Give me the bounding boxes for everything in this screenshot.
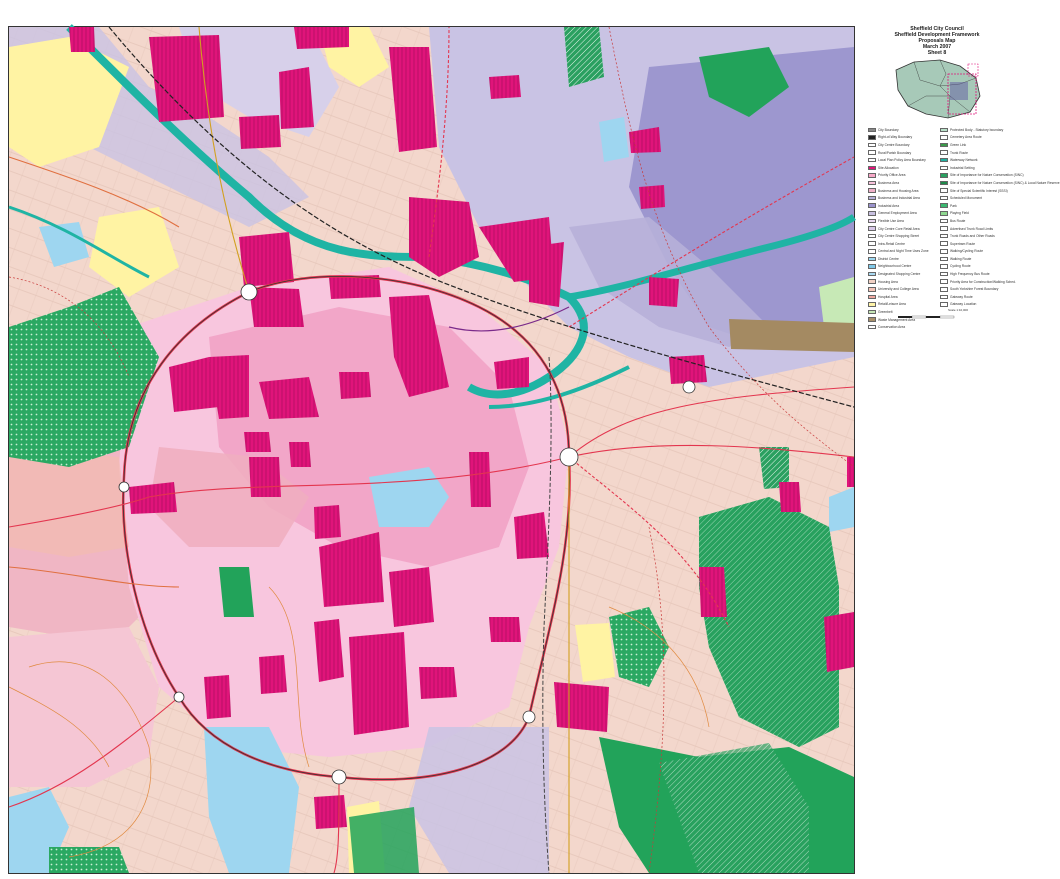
legend-swatch <box>940 166 948 171</box>
legend-swatch <box>940 241 948 246</box>
legend-swatch <box>868 143 876 148</box>
legend-item <box>868 210 938 218</box>
legend-item <box>940 164 1010 172</box>
legend-swatch <box>940 203 948 208</box>
legend-swatch <box>940 196 948 201</box>
legend-label: Gateway Route <box>950 294 973 299</box>
legend-swatch <box>940 226 948 231</box>
legend-label: Hospital Area <box>878 294 898 299</box>
legend-swatch <box>868 166 876 171</box>
legend-swatch <box>868 181 876 186</box>
legend-swatch <box>940 272 948 277</box>
legend-label: Site of Importance for Nature Conservation (SINC) <box>950 173 1024 178</box>
legend-swatch <box>868 272 876 277</box>
legend-swatch <box>868 173 876 178</box>
legend-item <box>868 293 938 301</box>
legend-swatch <box>940 234 948 239</box>
legend-label: City Centre Boundary <box>878 142 910 147</box>
legend-item <box>940 255 1010 263</box>
legend-label: Retail/Leisure Area <box>878 302 906 307</box>
legend-label: Greenbelt <box>878 310 893 315</box>
legend-swatch <box>868 203 876 208</box>
legend-swatch <box>868 211 876 216</box>
title-line-1: Sheffield City Council <box>910 26 964 32</box>
legend-label: General Employment Area <box>878 211 917 216</box>
legend-swatch <box>940 279 948 284</box>
legend-swatch <box>940 302 948 307</box>
legend-item <box>868 301 938 309</box>
legend-item <box>940 149 1010 157</box>
legend-item <box>940 263 1010 271</box>
legend-label: Walking/Cycling Route <box>950 249 984 254</box>
legend-label: City Centre Core Retail Area <box>878 226 920 231</box>
legend-item <box>868 149 938 157</box>
legend-swatch <box>940 264 948 269</box>
legend-item <box>868 232 938 240</box>
legend-label: Cemetery Area Route <box>950 135 982 140</box>
legend-swatch <box>940 158 948 163</box>
legend-swatch <box>868 135 876 140</box>
legend-swatch <box>868 196 876 201</box>
legend-swatch <box>868 264 876 269</box>
legend-column-right <box>940 126 1060 308</box>
legend-label: City Boundary <box>878 127 899 132</box>
legend-swatch <box>868 302 876 307</box>
legend-swatch <box>868 325 876 330</box>
legend-item <box>868 217 938 225</box>
legend-swatch <box>868 234 876 239</box>
legend-item <box>940 225 1010 233</box>
legend-item <box>868 156 938 164</box>
legend-item <box>940 156 1010 164</box>
legend-label: Central and Night Time Uses Zone <box>878 249 929 254</box>
legend-item <box>868 187 938 195</box>
legend-item <box>940 270 1010 278</box>
map-title-block <box>862 26 1012 56</box>
title-line-4: March 2007 <box>922 44 952 50</box>
legend-item <box>868 248 938 256</box>
legend-item <box>868 323 938 331</box>
legend-label: Advertised Trunk Road Limits <box>950 226 994 231</box>
title-line-5: Sheet 8 <box>927 50 947 56</box>
legend-swatch <box>940 143 948 148</box>
legend-label: Industrial Setting <box>950 165 975 170</box>
legend-item <box>868 172 938 180</box>
legend-item <box>868 270 938 278</box>
legend-swatch <box>940 188 948 193</box>
legend-label: Intra-Retail Centre <box>878 241 905 246</box>
legend-label: Industrial Area <box>878 203 900 208</box>
legend-label: Housing Area <box>878 279 898 284</box>
legend-swatch <box>868 257 876 262</box>
legend-label: City Centre Shopping Street <box>878 234 920 239</box>
legend-item <box>940 248 1010 256</box>
legend-item <box>940 141 1010 149</box>
title-line-2: Sheffield Development Framework <box>894 32 980 38</box>
legend-label: Business and Industrial Area <box>878 196 920 201</box>
map-canvas <box>9 27 854 873</box>
legend-label: Business Area <box>878 180 900 185</box>
legend-label: Trunk Route <box>950 150 969 155</box>
legend-item <box>940 240 1010 248</box>
legend-label: Site Allocation <box>878 165 899 170</box>
legend-item <box>868 202 938 210</box>
legend-label: Gateway Location <box>950 302 977 307</box>
title-line-3: Proposals Map <box>918 38 956 44</box>
legend-label: Flexible Use Area <box>878 218 904 223</box>
legend-label: High Frequency Bus Route <box>950 272 990 277</box>
legend-label: Playing Field <box>950 211 969 216</box>
legend-swatch <box>868 188 876 193</box>
legend-label: Green Link <box>950 142 967 147</box>
legend-item <box>940 293 1010 301</box>
legend-column-left <box>868 126 938 331</box>
legend-label: Rural/Parish Boundary <box>878 150 912 155</box>
legend-item <box>868 126 938 134</box>
legend-swatch <box>940 249 948 254</box>
legend-item <box>868 240 938 248</box>
legend-item <box>940 278 1016 286</box>
legend-swatch <box>940 150 948 155</box>
legend-swatch <box>868 241 876 246</box>
legend-item <box>940 187 1010 195</box>
legend-label: Designated Shopping Centre <box>878 272 921 277</box>
legend-item <box>868 141 938 149</box>
legend-label: Trunk Roads and Other Roads <box>950 234 995 239</box>
legend-label: Business and Housing Area <box>878 188 919 193</box>
legend-label: Park <box>950 203 957 208</box>
legend-label: Right-of-Way Boundary <box>878 135 913 140</box>
legend-label: Supertram Route <box>950 241 976 246</box>
legend-swatch <box>940 211 948 216</box>
legend-swatch <box>868 310 876 315</box>
legend-label: Waterway Network <box>950 158 978 163</box>
legend-swatch <box>940 135 948 140</box>
sheet-key-map <box>890 56 986 122</box>
legend-label: Scheduled Monument <box>950 196 983 201</box>
legend-swatch <box>868 219 876 224</box>
legend-item <box>940 202 1010 210</box>
legend-swatch <box>940 257 948 262</box>
legend-item <box>868 285 938 293</box>
legend-label: Protected Body - Statutory boundary <box>950 127 1004 132</box>
scale-label: Scale 1:10,000 <box>948 308 969 312</box>
legend-item <box>868 134 938 142</box>
legend-item <box>940 134 1010 142</box>
legend-swatch <box>940 181 948 186</box>
legend-item <box>940 179 1060 187</box>
legend-label: Bus Route <box>950 218 966 223</box>
legend-swatch <box>868 128 876 133</box>
legend-label: Site of Special Scientific Interest (SSSI) <box>950 188 1008 193</box>
legend-panel <box>862 26 1060 872</box>
legend-label: Cycling Route <box>950 264 971 269</box>
legend-label: South Yorkshire Forest Boundary <box>950 287 999 292</box>
legend-item <box>940 285 1010 293</box>
legend-item <box>868 255 938 263</box>
legend-item <box>868 225 938 233</box>
legend-swatch <box>868 279 876 284</box>
legend-label: Neighbourhood Centre <box>878 264 912 269</box>
legend-swatch <box>868 226 876 231</box>
legend-item <box>868 179 938 187</box>
legend-swatch <box>940 219 948 224</box>
legend-item <box>940 217 1010 225</box>
legend-item <box>940 210 1010 218</box>
legend-label: Walking Route <box>950 256 972 261</box>
legend-item <box>940 194 1010 202</box>
legend-label: University and College Area <box>878 287 919 292</box>
legend-swatch <box>940 295 948 300</box>
legend-label: Site of Importance for Nature Conservation (SINC) & Local Nature Reserve <box>950 180 1060 185</box>
legend-item <box>940 126 1010 134</box>
legend-swatch <box>940 287 948 292</box>
legend-label: Waste Management Area <box>878 317 916 322</box>
legend-swatch <box>940 128 948 133</box>
legend-label: Priority Area for Construction/Walking Sched. <box>950 279 1016 284</box>
legend-swatch <box>868 295 876 300</box>
legend-item <box>868 263 938 271</box>
legend-swatch <box>868 158 876 163</box>
legend-label: District Centre <box>878 256 899 261</box>
legend-swatch <box>868 150 876 155</box>
legend-item <box>940 232 1010 240</box>
legend-label: Local Plan Policy Area Boundary <box>878 158 926 163</box>
legend-item <box>868 164 938 172</box>
legend-swatch <box>940 173 948 178</box>
legend-swatch <box>868 317 876 322</box>
legend-label: Conservation Area <box>878 325 906 330</box>
legend-item <box>940 172 1024 180</box>
waste-management-area <box>729 319 854 352</box>
legend-swatch <box>868 249 876 254</box>
proposals-map[interactable] <box>8 26 855 874</box>
legend-label: Priority Office Area <box>878 173 906 178</box>
legend-swatch <box>868 287 876 292</box>
scale-bar <box>898 312 968 322</box>
legend-item <box>868 278 938 286</box>
legend-item <box>868 194 938 202</box>
